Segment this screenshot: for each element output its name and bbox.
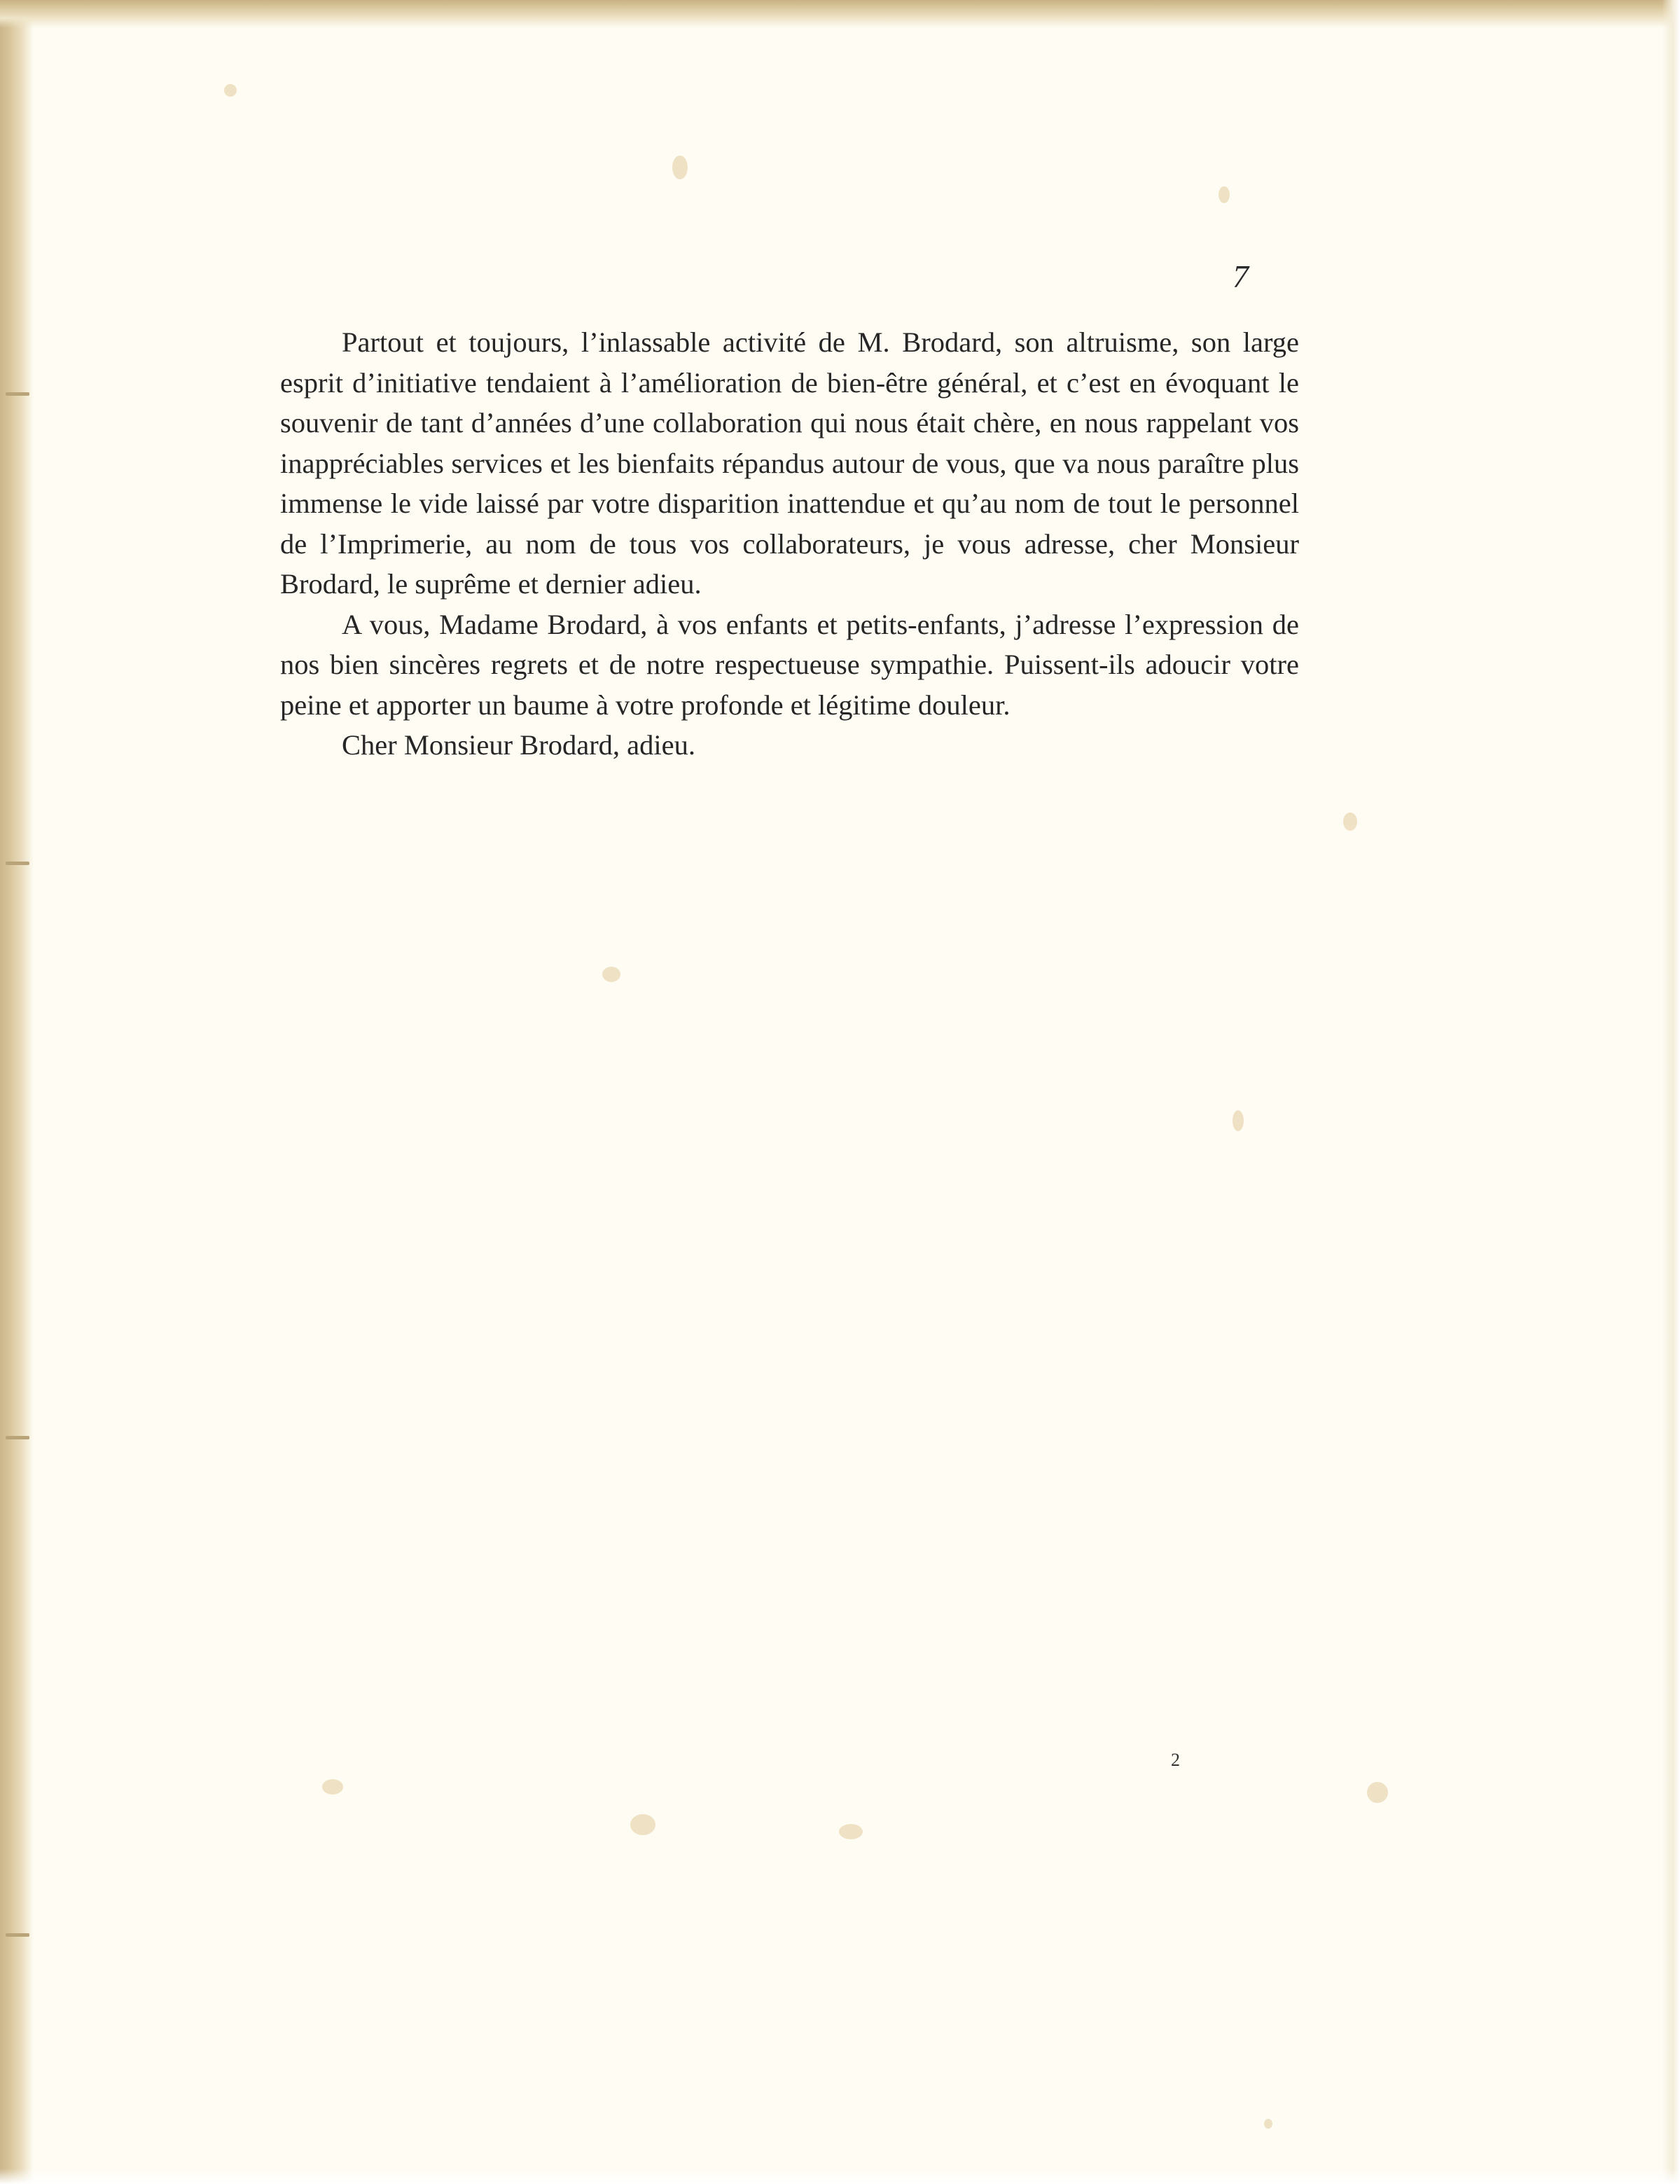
foxing-spot [1219, 186, 1230, 203]
foxing-spot [839, 1824, 863, 1839]
binding-stitch [6, 1933, 29, 1937]
page-bottom-edge [0, 2169, 1680, 2184]
page-right-edge [1662, 0, 1680, 2184]
page-left-edge [0, 0, 34, 2184]
foxing-spot [224, 84, 237, 97]
paragraph: A vous, Madame Brodard, à vos enfants et petits-enfants, j’adresse l’expression de nos bien sincères regrets et de notre respectueuse sympathie. Puissent-ils adoucir votre peine et apporter un baume à votre profonde et légitime douleur. [280, 608, 1299, 721]
foxing-spot [1233, 1110, 1244, 1131]
binding-stitch [6, 392, 29, 396]
binding-stitch [6, 862, 29, 865]
foxing-spot [602, 967, 620, 982]
printer-signature-mark: 2 [1171, 1750, 1180, 1770]
binding-stitch [6, 1436, 29, 1439]
body-text [280, 322, 1299, 766]
page-top-edge [0, 0, 1680, 28]
foxing-spot [322, 1779, 343, 1795]
foxing-spot [630, 1814, 655, 1835]
paragraph: Partout et toujours, l’inlassable activité de M. Brodard, son altruisme, son large esprit d’initiative tendaient à l’amélioration de bien-être général, et c’est en évoquant le souvenir de tant d’années d’une collaboration qui nous était chère, en nous rappelant vos inappréciables services et les bienfaits répandus autour de vous, que va nous paraître plus immense le vide laissé par votre disparition inattendue et qu’au nom de tout le personnel de l’Imprimerie, au nom de tous vos collaborateurs, je vous adresse, cher Monsieur Brodard, le suprême et dernier adieu. [280, 326, 1299, 600]
foxing-spot [1264, 2119, 1272, 2129]
foxing-spot [1367, 1782, 1388, 1803]
paragraph: Cher Monsieur Brodard, adieu. [342, 729, 696, 761]
page-number: 7 [1233, 258, 1249, 294]
foxing-spot [672, 155, 688, 179]
foxing-spot [1343, 813, 1357, 831]
